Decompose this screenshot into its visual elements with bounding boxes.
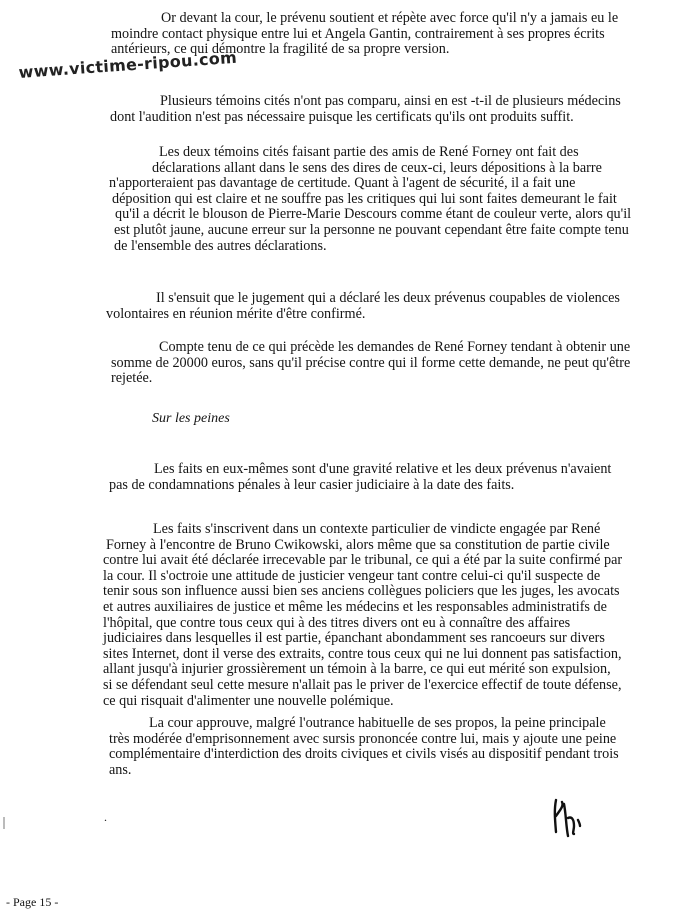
text-line: Or devant la cour, le prévenu soutient et répète avec force qu'il n'y a jamais eu le [161,10,619,26]
text-line: tenir sous son influence aussi bien ses anciens collègues policiers que les juges, les avocats [103,583,620,600]
text-line: ce qui risquait d'alimenter une nouvelle polémique. [103,692,394,709]
text-line: dont l'audition n'est pas nécessaire puisque les certificats qu'ils ont produits suffit. [110,108,574,125]
text-line: Forney à l'encontre de Bruno Cwikowski, alors même que sa constitution de partie civile [106,536,610,553]
text-line: judiciaires dans lesquelles il est partie, épanchant abondamment ses rancoeurs sur divers [103,630,605,647]
signature-icon [550,796,590,843]
stray-dot: . [104,810,107,824]
paragraph-8 [109,716,675,778]
text-line: Les deux témoins cités faisant partie des amis de René Forney ont fait des [159,144,579,160]
text-line: Il s'ensuit que le jugement qui a déclaré les deux prévenus coupables de violences [156,290,620,306]
text-line: Les faits s'inscrivent dans un contexte particulier de vindicte engagée par René [153,521,601,537]
paragraph-2 [110,94,666,125]
section-heading: Sur les peines [152,411,230,426]
paragraph-1 [111,11,667,58]
paragraph-5 [111,340,677,387]
watermark: www.victime-ripou.com [18,47,238,82]
text-line: somme de 20000 euros, sans qu'il précise contre qui il forme cette demande, ne peut qu'être [111,354,631,371]
margin-mark [3,817,5,829]
text-line: ans. [109,761,132,778]
text-line: antérieurs, ce qui démontre la fragilité de sa propre version. [111,41,450,58]
paragraph-4 [106,291,672,322]
text-line: La cour approuve, malgré l'outrance habituelle de ses propos, la peine principale [149,715,606,731]
text-line: Compte tenu de ce qui précède les demandes de René Forney tendant à obtenir une [159,339,631,355]
paragraph-6 [109,462,675,493]
text-line: moindre contact physique entre lui et Angela Gantin, contrairement à ses propres écrits [111,25,605,42]
text-line: déposition qui est claire et ne souffre pas les critiques qui lui sont faites demeurant le fait [112,190,617,207]
text-line: volontaires en réunion mérite d'être confirmé. [106,305,366,322]
text-line: n'apporteraient pas davantage de certitude. Quant à l'agent de sécurité, il a fait une [109,175,576,192]
text-line: et autres auxiliaires de justice et même les médecins et les responsables administratifs de [103,598,607,615]
text-line: très modérée d'emprisonnement avec sursis prononcée contre lui, mais y ajoute une peine [109,730,617,747]
text-line: l'hôpital, que contre tous ceux qui à des titres divers ont eu à connaître des affaires [103,614,571,631]
text-line: sites Internet, dont il verse des extraits, contre tous ceux qui ne lui donnent pas satisfaction, [103,645,622,662]
text-line: pas de condamnations pénales à leur casier judiciaire à la date des faits. [109,476,515,493]
text-line: la cour. Il s'octroie une attitude de justicier vengeur tant contre celui-ci qu'il suspecte de [103,567,601,584]
text-line: qu'il a décrit le blouson de Pierre-Marie Descours comme étant de couleur verte, alors qu'il [115,206,632,223]
text-line: allant jusqu'à injurier grossièrement un témoin à la barre, ce qui eut mérité son expulsion, [103,661,611,678]
text-line: rejetée. [111,370,153,387]
text-line: complémentaire d'interdiction des droits civiques et civils visés au dispositif pendant trois [109,746,619,763]
text-line: de l'ensemble des autres déclarations. [114,237,327,254]
text-line: est plutôt jaune, aucune erreur sur la personne ne pouvant cependant être faite compte tenu [114,221,629,238]
text-line: déclarations allant dans le sens des dires de ceux-ci, leurs dépositions à la barre [152,159,602,176]
page-number: - Page 15 - [6,895,59,909]
paragraph-3 [109,145,679,254]
text-line: Les faits en eux-mêmes sont d'une gravité relative et les deux prévenus n'avaient [154,461,612,477]
text-line: contre lui avait été déclarée irrecevable par le tribunal, ce qui a été par la suite confirmé par [103,552,623,569]
paragraph-7 [103,522,675,709]
text-line: Plusieurs témoins cités n'ont pas comparu, ainsi en est -t-il de plusieurs médecins [160,93,621,109]
text-line: si se défendant seul cette mesure n'allait pas le priver de l'exercice effectif de toute défense, [103,676,622,693]
